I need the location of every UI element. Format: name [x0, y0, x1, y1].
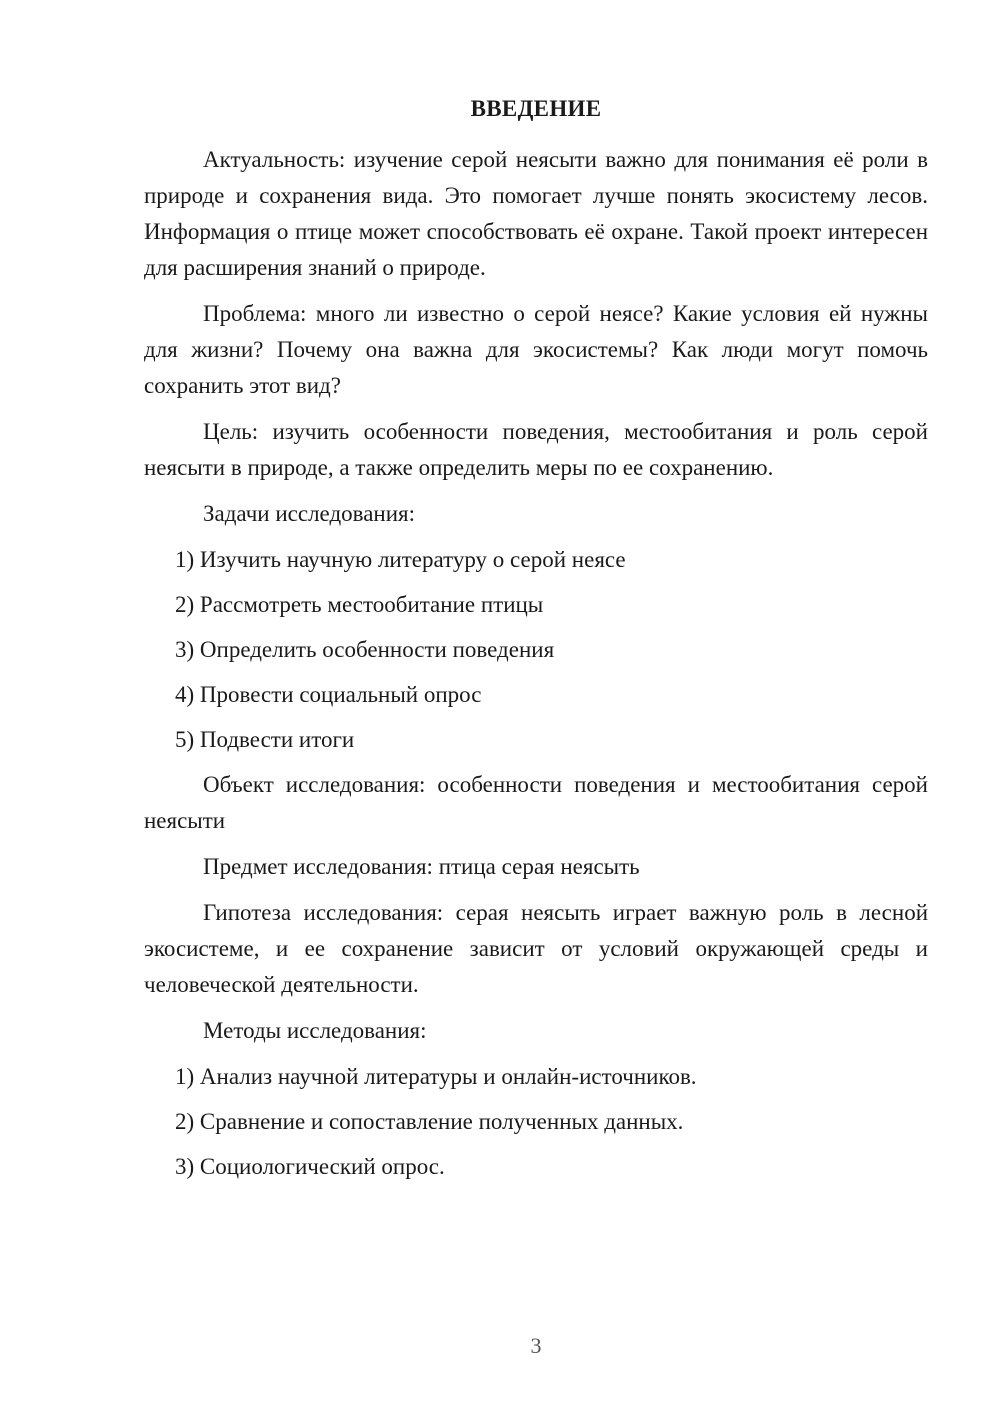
method-item: 3) Социологический опрос.: [175, 1154, 445, 1179]
methods-list: [144, 1059, 928, 1185]
goal-paragraph: Цель: изучить особенности поведения, местообитания и роль серой неясыти в природе, а также определить меры по ее сохранению.: [144, 419, 928, 480]
page-title: ВВЕДЕНИЕ: [470, 96, 602, 121]
method-item: 1) Анализ научной литературы и онлайн-источников.: [175, 1064, 697, 1089]
subject-paragraph: Предмет исследования: птица серая неясыть: [203, 854, 640, 879]
problem-paragraph: Проблема: много ли известно о серой неясе? Какие условия ей нужны для жизни? Почему она важна для экосистемы? Как люди могут помочь сохранить этот вид?: [144, 301, 928, 398]
hypothesis-paragraph: Гипотеза исследования: серая неясыть играет важную роль в лесной экосистеме, и ее сохранение зависит от условий окружающей среды и человеческой деятельности.: [144, 900, 928, 997]
task-item: 2) Рассмотреть местообитание птицы: [175, 592, 544, 617]
object-paragraph: Объект исследования: особенности поведения и местообитания серой неясыти: [144, 772, 928, 833]
tasks-list: [144, 542, 928, 758]
task-item: 3) Определить особенности поведения: [175, 637, 555, 662]
methods-heading: Методы исследования:: [203, 1018, 427, 1043]
task-item: 5) Подвести итоги: [175, 727, 355, 752]
method-item: 2) Сравнение и сопоставление полученных данных.: [175, 1109, 684, 1134]
relevance-paragraph: Актуальность: изучение серой неясыти важно для понимания её роли в природе и сохранения вида. Это помогает лучше понять экосистему лесов. Информация о птице может способствовать её охране. Такой проект интересен для расширения знаний о природе.: [144, 147, 928, 280]
page-number: 3: [530, 1333, 542, 1358]
page-body: [144, 142, 928, 1194]
task-item: 4) Провести социальный опрос: [175, 682, 482, 707]
task-item: 1) Изучить научную литературу о серой неясе: [175, 547, 626, 572]
tasks-heading: Задачи исследования:: [203, 501, 416, 526]
